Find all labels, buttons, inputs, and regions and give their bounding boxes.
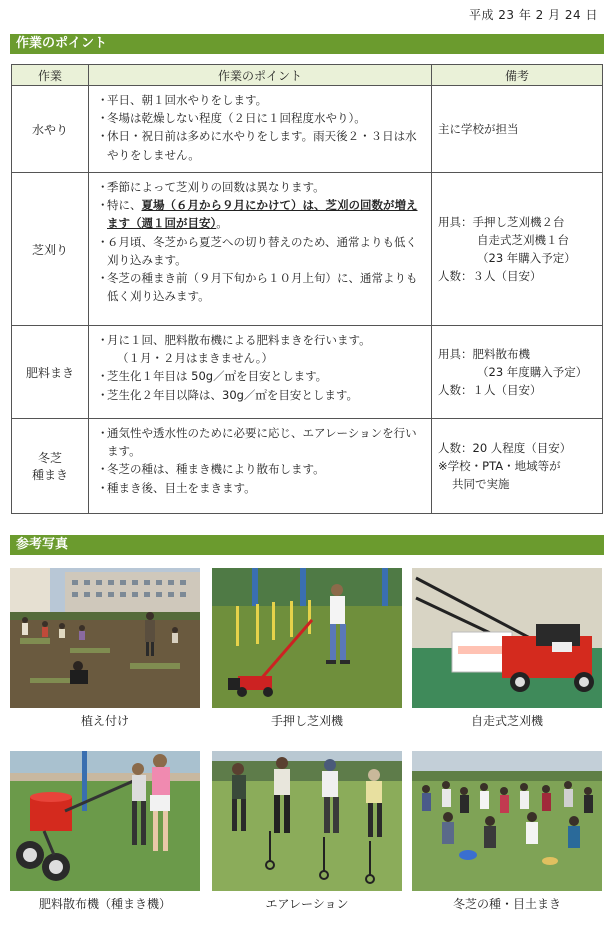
note-line: ※学校・PTA・地域等が bbox=[438, 458, 561, 473]
task-name bbox=[12, 419, 89, 514]
photo-caption: 肥料散布機（種まき機） bbox=[38, 897, 171, 911]
planting-photo bbox=[10, 568, 200, 708]
point-item: 冬芝の種まき前（９月下旬から１０月上旬）に、通常よりも低く刈り込みます。 bbox=[107, 271, 418, 304]
photo-self-propelled-mower bbox=[412, 568, 602, 728]
photo-caption: エアレーション bbox=[265, 897, 349, 911]
photo-push-mower bbox=[212, 568, 402, 728]
point-item: ６月頃、冬芝から夏芝への切り替えのため、通常よりも低く刈り込みます。 bbox=[107, 234, 418, 267]
point-item: 休日・祝日前は多めに水やりをします。雨天後２・３日は水やりをしません。 bbox=[107, 129, 417, 162]
notes-cell bbox=[432, 326, 603, 419]
table-row-mowing bbox=[12, 173, 603, 326]
header-notes: 備考 bbox=[432, 65, 603, 86]
table-header-row bbox=[12, 65, 603, 86]
aeration-photo bbox=[212, 751, 402, 891]
notes-cell bbox=[432, 419, 603, 514]
point-item: 芝生化１年目は 50g／㎡を目安とします。 bbox=[107, 369, 328, 384]
photo-caption: 冬芝の種・目土まき bbox=[452, 897, 561, 911]
photo-fertilizer-spreader bbox=[10, 751, 200, 911]
seeding-topsoil-photo bbox=[412, 751, 602, 891]
point-item: 芝生化２年目以降は、30g／㎡を目安とします。 bbox=[107, 387, 359, 402]
point-item: 冬場は乾燥しない程度（２日に１回程度水やり）。 bbox=[107, 111, 366, 126]
points-cell: ・ 月に１回、肥料散布機による肥料まきを行います。 （１月・２月はまきません。） ・ 芝生化１年目は 50g／㎡を目安とします。 ・ 芝生化２年目以降は、30g／㎡を目安とします。 bbox=[89, 326, 432, 419]
push-mower-photo bbox=[212, 568, 402, 708]
photo-caption: 植え付け bbox=[80, 714, 129, 728]
points-cell: ・ 通気性や透水性のために必要に応じ、エアレーションを行います。 ・ 冬芝の種は、種まき機により散布します。 ・ 種まき後、目土をまきます。 bbox=[89, 419, 432, 514]
photo-seeding-topsoil bbox=[412, 751, 602, 911]
point-item: 種まき後、目土をまきます。 bbox=[107, 480, 256, 495]
task-name-line: 種まき bbox=[31, 468, 68, 482]
header-task: 作業 bbox=[12, 65, 89, 86]
note-line: 人数：３人（目安） bbox=[438, 269, 542, 284]
points-cell: ・ 平日、朝１回水やりをします。 ・ 冬場は乾燥しない程度（２日に１回程度水やり）。 ・ 休日・祝日前は多めに水やりをします。雨天後２・３日は水やりをしません。 bbox=[89, 86, 432, 173]
table-row-fertilizing bbox=[12, 326, 603, 419]
point-item: 冬芝の種は、種まき機により散布します。 bbox=[107, 462, 325, 477]
document-date: 平成 23 年 2 月 24 日 bbox=[468, 8, 598, 22]
point-item: 季節によって芝刈りの回数は異なります。 bbox=[107, 180, 325, 194]
point-item: 平日、朝１回水やりをします。 bbox=[107, 93, 268, 107]
task-name: 芝刈り bbox=[12, 173, 89, 326]
table-row-seeding bbox=[12, 419, 603, 514]
fertilizer-spreader-photo bbox=[10, 751, 200, 891]
task-name: 肥料まき bbox=[12, 326, 89, 419]
section-title-reference-photos: 参考写真 bbox=[10, 535, 604, 555]
note-line: 人数：１人（目安） bbox=[438, 383, 542, 398]
emphasis-summer-mowing: 夏場（６月から９月にかけて）は、芝刈の回数が増えます（週１回が目安） bbox=[107, 198, 418, 231]
point-item-end: 。 bbox=[216, 216, 228, 231]
note-line: 主に学校が担当 bbox=[438, 121, 519, 136]
task-name-line: 冬芝 bbox=[37, 451, 62, 465]
table-row-watering bbox=[12, 86, 603, 173]
note-line: 人数：20 人程度（目安） bbox=[438, 440, 572, 455]
notes-cell bbox=[432, 173, 603, 326]
work-points-table bbox=[11, 64, 603, 514]
note-line: 自走式芝刈機１台 bbox=[477, 232, 569, 247]
point-item: （１月・２月はまきません。） bbox=[117, 351, 273, 366]
note-line: （23 年度購入予定） bbox=[477, 364, 588, 379]
self-propelled-mower-photo bbox=[412, 568, 602, 708]
photo-aeration bbox=[212, 751, 402, 911]
point-item: 通気性や透水性のために必要に応じ、エアレーションを行います。 bbox=[107, 426, 417, 459]
points-cell: ・ 季節によって芝刈りの回数は異なります。 ・ 特に、夏場（６月から９月にかけて）は、芝刈の回数が増えます（週１回が目安）。 ・ ６月頃、冬芝から夏芝への切り替えのため、通常よりも低く刈り込みます。 ・ 冬芝の種まき前（９月下旬から１０月上旬）に、通常よりも低く刈り込みます。 bbox=[89, 173, 432, 326]
notes-cell bbox=[432, 86, 603, 173]
note-line: 共同で実施 bbox=[452, 477, 510, 492]
point-item: 月に１回、肥料散布機による肥料まきを行います。 bbox=[107, 333, 371, 347]
point-item: 特に、 bbox=[107, 198, 142, 213]
section-title-work-points: 作業のポイント bbox=[10, 34, 604, 54]
photo-caption: 自走式芝刈機 bbox=[470, 714, 543, 728]
header-points: 作業のポイント bbox=[89, 65, 432, 86]
note-line: （23 年購入予定） bbox=[477, 251, 576, 265]
note-line: 用具：肥料散布機 bbox=[438, 346, 530, 361]
task-name: 水やり bbox=[12, 86, 89, 173]
note-line: 用具：手押し芝刈機２台 bbox=[438, 214, 565, 229]
photo-planting bbox=[10, 568, 200, 728]
photo-caption: 手押し芝刈機 bbox=[270, 714, 343, 728]
